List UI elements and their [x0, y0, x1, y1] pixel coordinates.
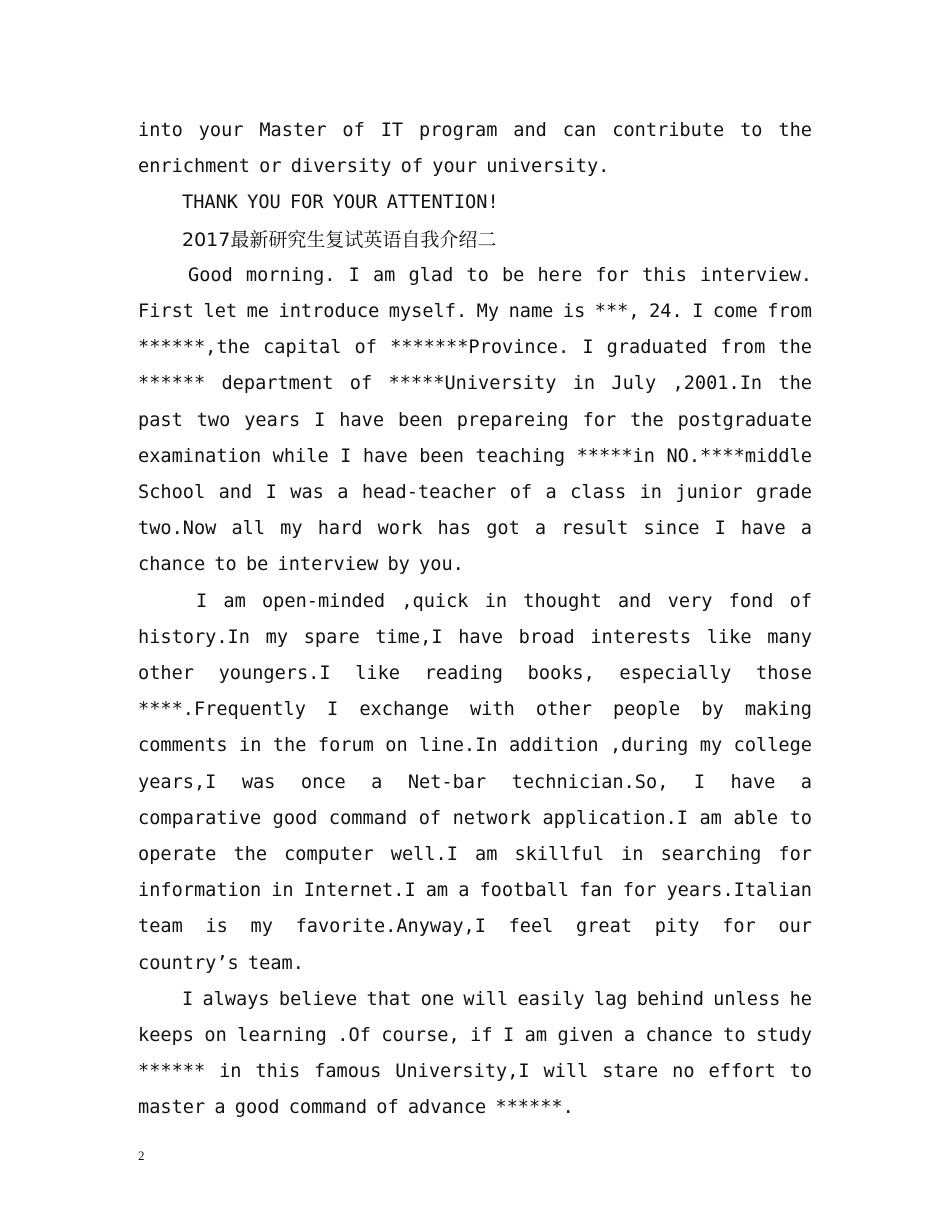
- section-heading: 2017最新研究生复试英语自我介绍二: [182, 228, 497, 251]
- page-number: 2: [138, 1148, 145, 1163]
- paragraph-personality: I am open-minded ,quick in thought and very fond of history.In my spare time,I have broad interests like many other youngers.I like reading books, especially those ****.Frequently I exchange with other people by making comments in the forum on line.In addition ,during my college years,I was once a Net-bar technician.So, I have a comparative good command of network application.I am able to operate the computer well.I am skillful in searching for information in Internet.I am a football fan for years.Italian team is my favorite.Anyway,I feel great pity for our country’s team.: [138, 590, 812, 974]
- paragraph-thank-you: THANK YOU FOR YOUR ATTENTION!: [182, 192, 499, 214]
- paragraph-introduction: Good morning. I am glad to be here for this interview. First let me introduce myself. My name is ***, 24. I come from ******,the capital of *******Province. I graduated from the ****** department of *****University in July ,2001.In the past two years I have been prepareing for the postgraduate examination while I have been teaching *****in NO.****middle School and I was a head-teacher of a class in junior grade two.Now all my hard work has got a result since I have a chance to be interview by you.: [138, 264, 812, 576]
- document-body: [138, 113, 812, 1127]
- paragraph-closing-sentence: into your Master of IT program and can contribute to the enrichment or diversity of your university.: [138, 120, 812, 178]
- paragraph-learning: I always believe that one will easily lag behind unless he keeps on learning .Of course, if I am given a chance to study ****** in this famous University,I will stare no effort to master a good command of advance ******.: [138, 988, 812, 1119]
